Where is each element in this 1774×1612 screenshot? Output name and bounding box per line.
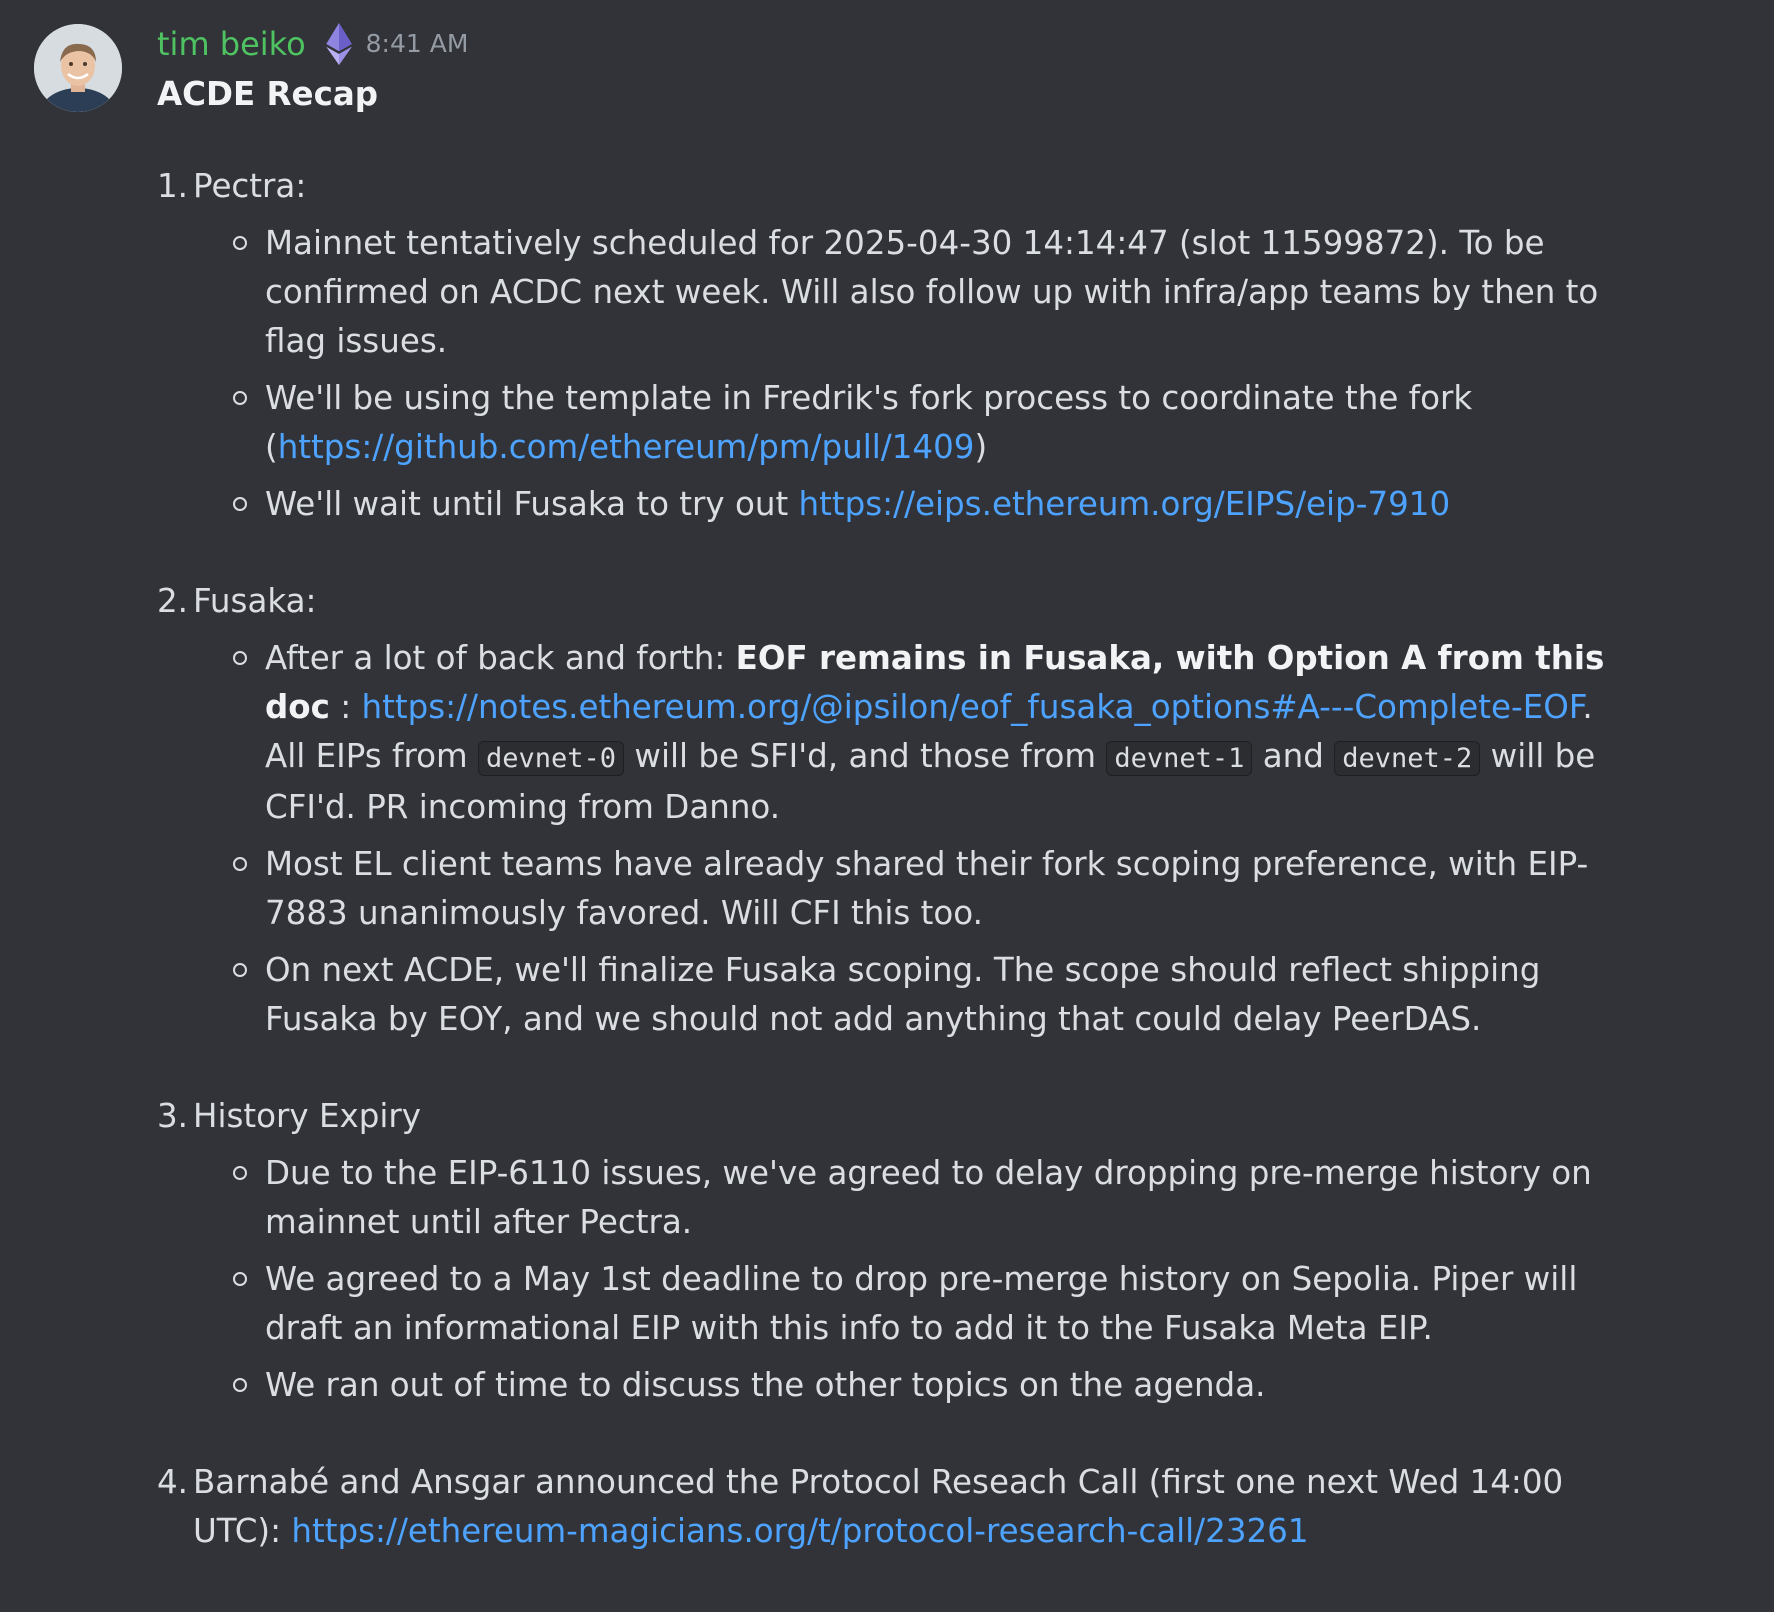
bullet-text: Due to the EIP-6110 issues, we've agreed to delay dropping pre-merge history on mainnet until after Pectra. xyxy=(265,1154,1592,1241)
bullet-item xyxy=(193,634,1637,832)
section-history-expiry xyxy=(157,1092,1637,1410)
bullet-item xyxy=(193,946,1637,1044)
section-heading: Fusaka: xyxy=(193,582,317,620)
bullet-list xyxy=(193,634,1637,1044)
bullet-text: On next ACDE, we'll finalize Fusaka scoping. The scope should reflect shipping Fusaka by EOY, and we should not add anything that could delay PeerDAS. xyxy=(265,951,1541,1038)
bullet-text: and xyxy=(1252,737,1335,775)
bullet-text: We ran out of time to discuss the other topics on the agenda. xyxy=(265,1366,1266,1404)
paren-open: ( xyxy=(265,428,278,466)
bold-text: EOF remains in Fusaka, with Option A from this doc xyxy=(265,639,1605,726)
bullet-text: Most EL client teams have already shared their fork scoping preference, with EIP-7883 unanimously favored. Will CFI this too. xyxy=(265,845,1589,932)
bullet-item xyxy=(193,840,1637,938)
section-protocol-research xyxy=(157,1458,1637,1556)
paren-close: ) xyxy=(974,428,988,466)
ethereum-diamond-icon[interactable] xyxy=(324,23,354,65)
inline-code-devnet-2: devnet-2 xyxy=(1334,741,1480,776)
eof-options-link[interactable]: https://notes.ethereum.org/@ipsilon/eof_fusaka_options#A---Complete-EOF xyxy=(361,688,1583,726)
bullet-text: will be CFI'd. PR incoming from Danno. xyxy=(265,737,1596,826)
inline-code-devnet-1: devnet-1 xyxy=(1106,741,1252,776)
eip-7910-link[interactable]: https://eips.ethereum.org/EIPS/eip-7910 xyxy=(798,485,1451,523)
message-header xyxy=(157,18,468,70)
bullet-item xyxy=(193,219,1637,366)
bullet-text: Mainnet tentatively scheduled for 2025-04-30 14:14:47 (slot 11599872). To be confirmed on ACDC next week. Will also follow up with infra/app teams by then to flag issues. xyxy=(265,224,1599,360)
avatar-photo xyxy=(34,24,122,112)
colon-text: : xyxy=(329,688,352,726)
section-text: Barnabé and Ansgar announced the Protocol Reseach Call (first one next Wed 14:00 UTC): xyxy=(193,1463,1564,1550)
section-pectra xyxy=(157,162,1637,529)
bullet-text: We agreed to a May 1st deadline to drop pre-merge history on Sepolia. Piper will draft an informational EIP with this info to add it to the Fusaka Meta EIP. xyxy=(265,1260,1578,1347)
protocol-research-link[interactable]: https://ethereum-magicians.org/t/protocol-research-call/23261 xyxy=(291,1512,1309,1550)
bullet-item xyxy=(193,1361,1637,1410)
github-pr-link[interactable]: https://github.com/ethereum/pm/pull/1409 xyxy=(277,428,975,466)
bullet-text: We'll wait until Fusaka to try out xyxy=(265,485,799,523)
bullet-text: . All EIPs from xyxy=(265,688,1593,775)
bullet-list xyxy=(193,219,1637,529)
section-fusaka xyxy=(157,577,1637,1044)
bullet-item xyxy=(193,1255,1637,1353)
section-number: 1. xyxy=(157,167,189,205)
section-number: 3. xyxy=(157,1097,189,1135)
bullet-item xyxy=(193,1149,1637,1247)
message-title: ACDE Recap xyxy=(157,75,379,113)
section-number: 4. xyxy=(157,1463,189,1501)
avatar[interactable] xyxy=(34,24,122,112)
bullet-text: After a lot of back and forth: xyxy=(265,639,736,677)
message-content xyxy=(157,70,1637,1556)
bullet-text: We'll be using the template in Fredrik's fork process to coordinate the fork xyxy=(265,379,1473,417)
username[interactable]: tim beiko xyxy=(157,25,306,63)
section-number: 2. xyxy=(157,582,189,620)
section-heading: Pectra: xyxy=(193,167,307,205)
inline-code-devnet-0: devnet-0 xyxy=(478,741,624,776)
recap-list xyxy=(157,162,1637,1556)
timestamp[interactable]: 8:41 AM xyxy=(365,29,469,58)
section-heading: History Expiry xyxy=(193,1097,421,1135)
bullet-item xyxy=(193,374,1637,472)
bullet-item xyxy=(193,480,1637,529)
bullet-text: will be SFI'd, and those from xyxy=(624,737,1107,775)
bullet-list xyxy=(193,1149,1637,1410)
